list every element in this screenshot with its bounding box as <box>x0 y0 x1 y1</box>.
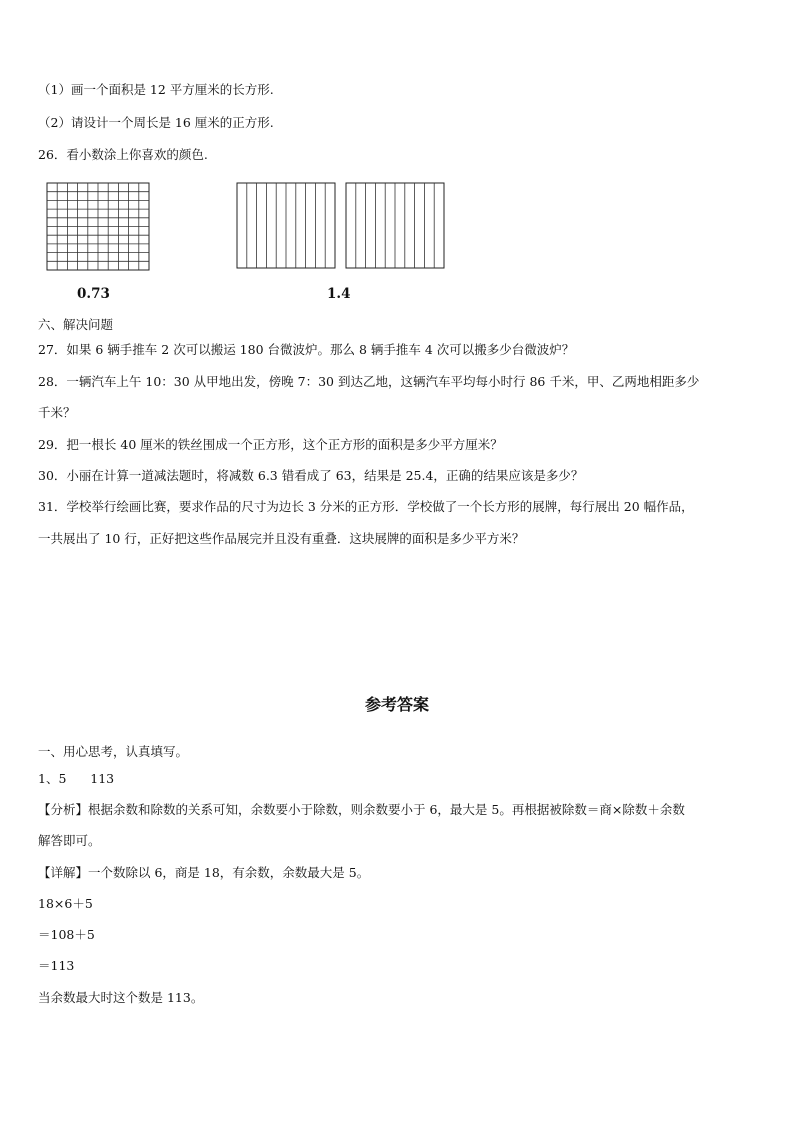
calc-line2: ＝108＋5 <box>38 927 95 942</box>
answers-title: 参考答案 <box>364 695 429 714</box>
strip-grid-2 <box>345 182 445 269</box>
analysis-line2: 解答即可。 <box>38 833 101 848</box>
question-30: 30．小丽在计算一道减法题时，将减数 6.3 错看成了 63，结果是 25.4，正确的结果应该是多少？ <box>38 468 584 483</box>
label-14: 1.4 <box>327 286 351 302</box>
question-31-cont: 一共展出了 10 行，正好把这些作品展完并且没有重叠．这块展牌的面积是多少平方米？ <box>38 531 525 546</box>
question-29: 29．把一根长 40 厘米的铁丝围成一个正方形，这个正方形的面积是多少平方厘米？ <box>38 437 503 452</box>
calc-line1: 18×6＋5 <box>38 896 93 911</box>
analysis-line1: 【分析】根据余数和除数的关系可知，余数要小于除数，则余数要小于 6，最大是 5。再根据被除数＝商×除数＋余数 <box>38 802 685 817</box>
question-25-part1: （1）画一个面积是 12 平方厘米的长方形. <box>38 82 274 97</box>
question-26: 26．看小数涂上你喜欢的颜色. <box>38 147 208 162</box>
answer-item1: 1、5 113 <box>38 771 115 786</box>
answers-section1: 一、用心思考，认真填写。 <box>38 744 189 759</box>
calc-line3: ＝113 <box>38 958 75 973</box>
question-25-part2: （2）请设计一个周长是 16 厘米的正方形. <box>38 115 274 130</box>
strip-grid-1 <box>236 182 336 269</box>
hundred-grid <box>46 182 150 271</box>
section6-heading: 六、解决问题 <box>38 317 114 332</box>
label-073: 0.73 <box>77 286 110 302</box>
detail-line: 【详解】一个数除以 6，商是 18，有余数，余数最大是 5。 <box>38 865 370 880</box>
question-27: 27．如果 6 辆手推车 2 次可以搬运 180 台微波炉。那么 8 辆手推车 4 次可以搬多少台微波炉？ <box>38 342 575 357</box>
conclusion-line: 当余数最大时这个数是 113。 <box>38 990 204 1005</box>
question-28: 28．一辆汽车上午 10：30 从甲地出发，傍晚 7：30 到达乙地，这辆汽车平均每小时行 86 千米，甲、乙两地相距多少 <box>38 374 700 389</box>
question-31: 31．学校举行绘画比赛，要求作品的尺寸为边长 3 分米的正方形．学校做了一个长方形的展牌，每行展出 20 幅作品， <box>38 499 694 514</box>
question-28-cont: 千米？ <box>38 405 76 420</box>
